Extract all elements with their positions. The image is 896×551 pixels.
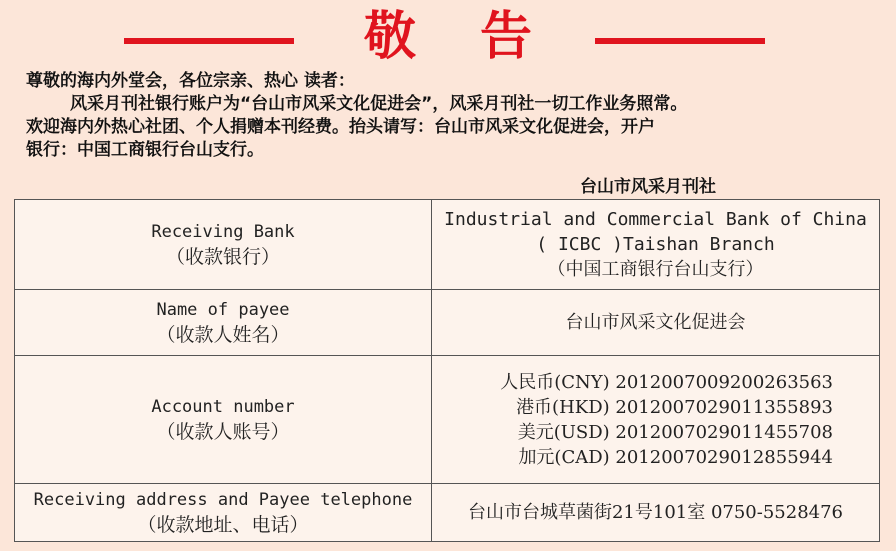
address-phone: 台山市台城草菌街21号101室 0750-5528476: [467, 502, 844, 523]
label-en: Receiving Bank: [151, 221, 295, 242]
label-en: Receiving address and Payee telephone: [33, 489, 413, 510]
account-usd: 美元(USD) 2012007029011455708: [517, 421, 833, 443]
bank-info-table: [14, 199, 880, 542]
payee-label: [15, 290, 432, 356]
label-zh: （收款银行）: [165, 245, 280, 268]
label-en: Name of payee: [156, 299, 290, 320]
receiving-bank-label: [15, 200, 432, 290]
notice-line-3: 银行：中国工商银行台山支行。: [26, 140, 264, 160]
label-zh: （收款人账号）: [156, 420, 290, 443]
account-cad: 加元(CAD) 2012007029012855944: [518, 446, 833, 468]
label-zh: （收款地址、电话）: [137, 513, 309, 536]
table-row-payee: [15, 290, 880, 356]
signature: 台山市风采月刊社: [580, 177, 716, 197]
notice-line-2: 欢迎海内外热心社团、个人捐赠本刊经费。抬头请写：台山市风采文化促进会，开户: [26, 117, 655, 137]
notice-line-1: 风采月刊社银行账户为“台山市风采文化促进会”，风采月刊社一切工作业务照常。: [70, 94, 688, 114]
address-label: [15, 484, 432, 542]
bank-name-en: Industrial and Commercial Bank of China: [444, 209, 867, 230]
payee-value: [432, 290, 880, 356]
account-hkd: 港币(HKD) 2012007029011355893: [516, 396, 833, 418]
address-value: [432, 484, 880, 542]
account-values: [432, 356, 880, 484]
label-zh: （收款人姓名）: [156, 323, 290, 346]
bank-name-zh: （中国工商银行台山支行）: [547, 259, 764, 280]
notice-text: [26, 70, 876, 162]
account-label: [15, 356, 432, 484]
greeting: 尊敬的海内外堂会，各位宗亲、热心 读者：: [26, 71, 355, 91]
account-cny: 人民币(CNY) 2012007009200263563: [500, 371, 833, 393]
label-en: Account number: [151, 396, 295, 417]
title-row: [0, 6, 896, 66]
bank-branch-en: ( ICBC )Taishan Branch: [536, 234, 775, 255]
table-row-receiving-bank: [15, 200, 880, 290]
table-row-address: [15, 484, 880, 542]
table-row-account: [15, 356, 880, 484]
receiving-bank-value: [432, 200, 880, 290]
payee-name: 台山市风采文化促进会: [565, 312, 746, 333]
page-title: 敬告: [363, 7, 596, 67]
